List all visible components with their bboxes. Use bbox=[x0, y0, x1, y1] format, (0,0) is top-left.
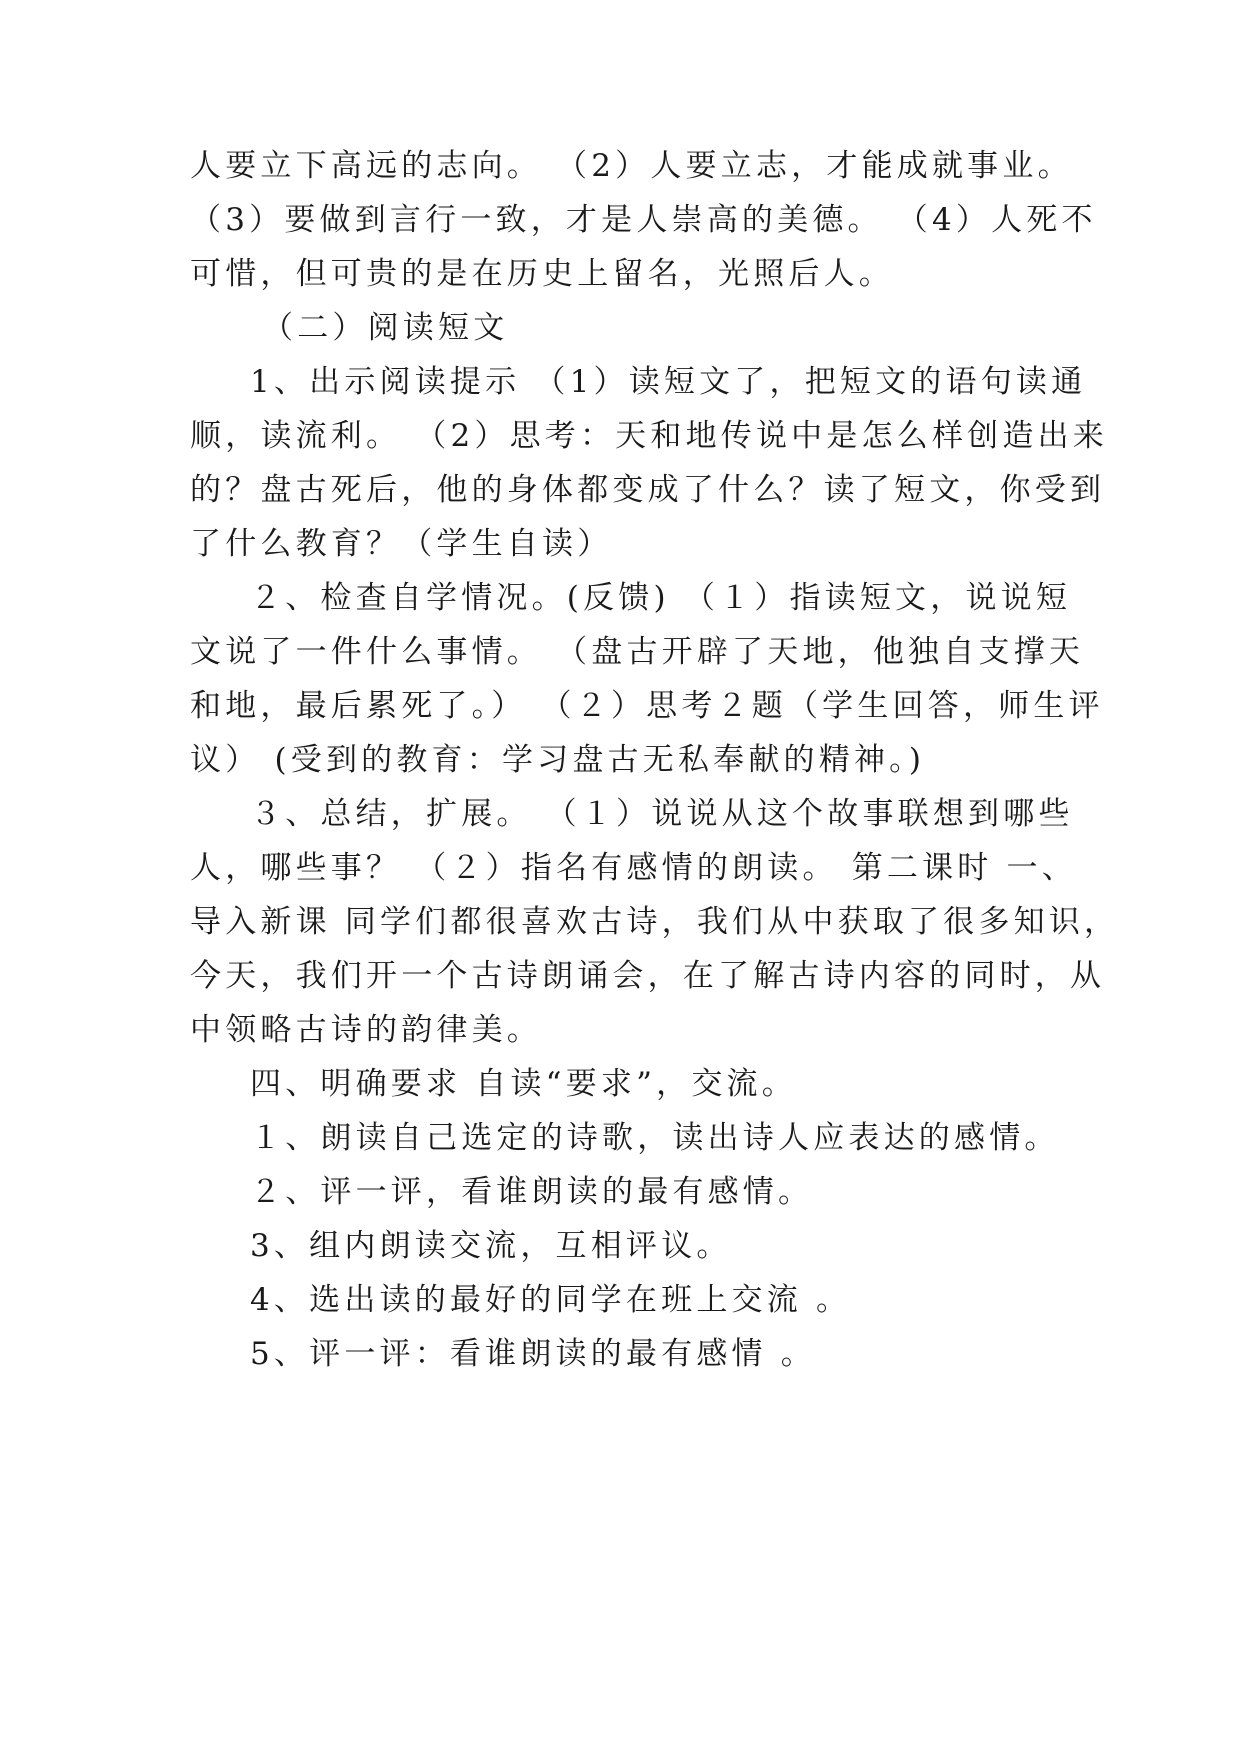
text-line: 的？盘古死后，他的身体都变成了什么？读了短文，你受到 bbox=[190, 472, 1106, 508]
text-line: 导入新课 同学们都很喜欢古诗，我们从中获取了很多知识， bbox=[190, 904, 1120, 940]
text-line: 人要立下高远的志向。 （2）人要立志，才能成就事业。 bbox=[190, 148, 1073, 184]
text-line: 中领略古诗的韵律美。 bbox=[190, 1012, 542, 1048]
list-item: 3、组内朗读交流，互相评议。 bbox=[250, 1228, 732, 1264]
text-line: 人，哪些事？ （２）指名有感情的朗读。 第二课时 一、 bbox=[190, 850, 1077, 886]
section-heading: 四、明确要求 自读“要求”，交流。 bbox=[250, 1066, 797, 1102]
list-item: １、朗读自己选定的诗歌，读出诗人应表达的感情。 bbox=[250, 1120, 1060, 1156]
text-line: ３、总结，扩展。 （１）说说从这个故事联想到哪些 bbox=[250, 796, 1074, 832]
text-line: （3）要做到言行一致，才是人崇高的美德。 （4）人死不 bbox=[190, 202, 1097, 238]
list-item: 4、选出读的最好的同学在班上交流 。 bbox=[250, 1282, 852, 1318]
section-heading: （二）阅读短文 bbox=[262, 310, 509, 346]
text-line: 顺，读流利。 （2）思考：天和地传说中是怎么样创造出来 bbox=[190, 418, 1108, 454]
text-line: 1、出示阅读提示 （1）读短文了，把短文的语句读通 bbox=[250, 364, 1087, 400]
text-line: 了什么教育？（学生自读） bbox=[190, 526, 613, 562]
text-line: 议） (受到的教育：学习盘古无私奉献的精神。) bbox=[190, 742, 926, 778]
list-item: 5、评一评：看谁朗读的最有感情 。 bbox=[250, 1336, 816, 1372]
text-line: 可惜，但可贵的是在历史上留名，光照后人。 bbox=[190, 256, 894, 292]
text-line: 今天，我们开一个古诗朗诵会，在了解古诗内容的同时，从 bbox=[190, 958, 1106, 994]
text-line: ２、检查自学情况。(反馈) （１）指读短文，说说短 bbox=[250, 580, 1072, 616]
text-line: 和地，最后累死了。） （２）思考２题（学生回答，师生评 bbox=[190, 688, 1104, 724]
text-line: 文说了一件什么事情。 （盘古开辟了天地，他独自支撑天 bbox=[190, 634, 1085, 670]
list-item: ２、评一评，看谁朗读的最有感情。 bbox=[250, 1174, 814, 1210]
